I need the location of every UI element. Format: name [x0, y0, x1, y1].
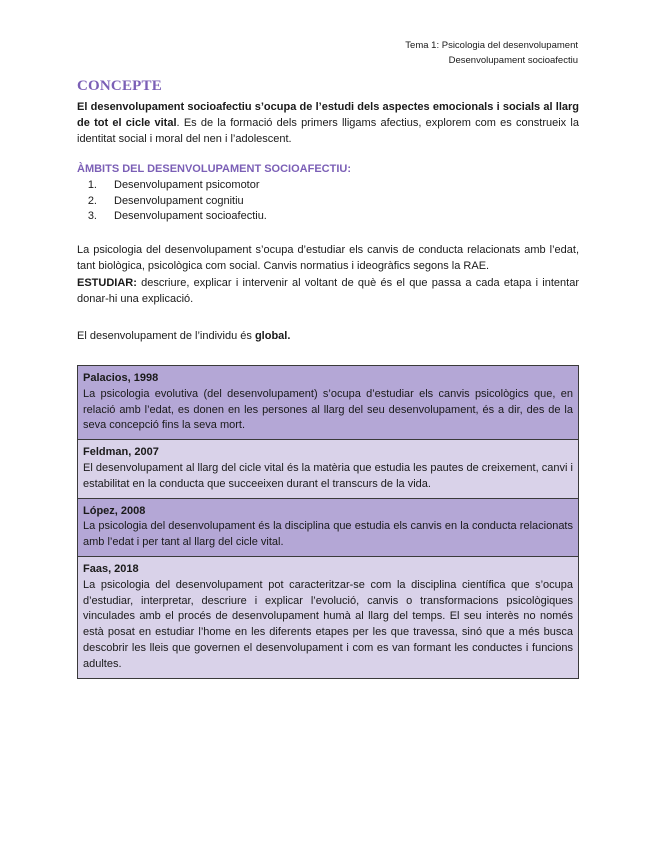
definition-author: Faas, 2018 — [83, 562, 139, 575]
paragraph-global — [77, 329, 579, 345]
study-text: descriure, explicar i intervenir al voltant de què és el que passa a cada etapa i intentar donar-hi una explicació. — [77, 277, 579, 305]
definition-author: Feldman, 2007 — [83, 446, 159, 459]
page-header — [405, 38, 578, 68]
list-text: Desenvolupament socioafectiu. — [114, 210, 267, 222]
definition-text: El desenvolupament al llarg del cicle vital és la matèria que estudia les pautes de creixement, canvi i estabilitat en la conducta que succeeixen durant el transcurs de la vida. — [83, 461, 573, 490]
paragraph-definition: La psicologia del desenvolupament s’ocupa d’estudiar els canvis de conducta relacionats amb l’edat, tant biològica, psicològica com social. Canvis normatius i ideogràfics segons la RAE. — [77, 244, 579, 272]
list-number: 3. — [87, 210, 97, 222]
list-number: 2. — [87, 194, 97, 207]
definition-row — [78, 498, 578, 556]
scopes-subtitle: ÀMBITS DEL DESENVOLUPAMENT SOCIOAFECTIU: — [77, 163, 351, 175]
definition-row — [78, 366, 578, 439]
list-item — [77, 178, 267, 194]
definition-author: Palacios, 1998 — [83, 372, 159, 384]
section-title: CONCEPTE — [77, 78, 162, 94]
definition-row — [78, 439, 578, 497]
definition-text: La psicologia evolutiva (del desenvolupament) s’ocupa d’estudiar els canvis psicològics que, en relació amb l’edat, es donen en les persones al llarg del seu desenvolupament, és a dir, des de la seva concepció fins la seva mort. — [83, 387, 573, 432]
header-topic: Tema 1: Psicologia del desenvolupament — [405, 40, 578, 51]
list-text: Desenvolupament cognitiu — [114, 194, 244, 207]
definitions-table — [77, 365, 579, 679]
global-bold: global. — [254, 330, 291, 342]
list-number: 1. — [87, 179, 97, 191]
definition-text: La psicologia del desenvolupament pot caracteritzar-se com la disciplina científica que s’ocupa d’estudiar, interpretar, descriure i explicar l’evolució, canvis o transformacions psicològiques vinculades amb el procés de desenvolupament humà al llarg del temps. El seu interès no només està posat en estudiar l’home en les diferents etapes per les que travessa, sinó que a més busca descobrir les lleis que governen el desenvolupament i com es van formant les conductes i funcions adultes. — [83, 578, 573, 670]
list-text: Desenvolupament psicomotor — [114, 179, 260, 191]
intro-paragraph — [77, 100, 579, 147]
scopes-list — [77, 178, 267, 225]
definition-row — [78, 556, 578, 678]
list-item — [77, 194, 267, 210]
intro-rest: . Es de la formació dels primers lligams afectius, explorem com es construeix la identitat social i moral del nen i l’adolescent. — [77, 116, 579, 145]
definition-text: La psicologia del desenvolupament és la disciplina que estudia els canvis en la conducta relacionats amb l’edat i per tant al llarg del cicle vital. — [83, 520, 573, 549]
header-subtopic: Desenvolupament socioafectiu — [448, 55, 578, 66]
study-label: ESTUDIAR: — [77, 277, 137, 289]
list-item — [77, 209, 267, 225]
definition-author: López, 2008 — [83, 504, 146, 517]
global-text: El desenvolupament de l’individu és — [77, 330, 255, 342]
paragraph-study — [77, 276, 579, 308]
intro-bold: El desenvolupament socioafectiu s’ocupa de l’estudi dels aspectes emocionals i socials al llarg de tot el cicle vital — [77, 101, 579, 129]
